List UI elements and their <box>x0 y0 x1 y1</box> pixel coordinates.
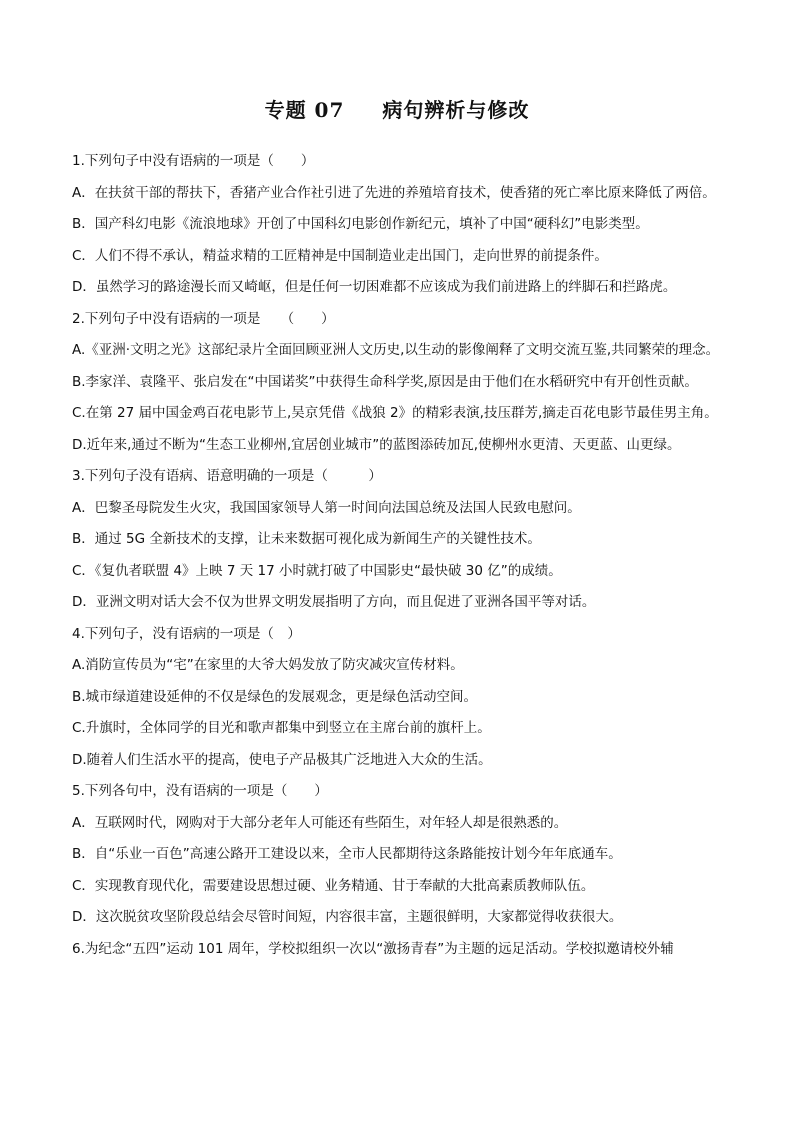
option-b: B．通过 5G 全新技术的支撑，让未来数据可视化成为新闻生产的关键性技术。 <box>72 531 541 547</box>
question-stem: 6.为纪念“五四”运动 101 周年，学校拟组织一次以“激扬青春”为主题的远足活动。学校拟邀请校外辅 <box>72 940 674 957</box>
option-c: C．实现教育现代化，需要建设思想过硬、业务精通、甘于奉献的大批高素质教师队伍。 <box>72 877 595 894</box>
question-stem: 5.下列各句中，没有语病的一项是（ ） <box>72 783 328 799</box>
option-b: B.李家洋、袁隆平、张启发在“中国诺奖”中获得生命科学奖,原因是由于他们在水稻研究中有开创性贡献。 <box>72 373 698 390</box>
option-a: A．在扶贫干部的帮扶下，香猪产业合作社引进了先进的养殖培育技术，使香猪的死亡率比原来降低了两倍。 <box>72 184 716 201</box>
question-stem: 4.下列句子，没有语病的一项是（ ） <box>72 625 301 642</box>
option-a: A.消防宣传员为“宅”在家里的大爷大妈发放了防灾减灾宣传材料。 <box>72 657 464 673</box>
option-d: D.随着人们生活水平的提高，使电子产品极其广泛地进入大众的生活。 <box>72 751 492 768</box>
title-topic-number: 专题 07 <box>264 98 345 122</box>
option-a: A.《亚洲·文明之光》这部纪录片全面回顾亚洲人文历史,以生动的影像阐释了文明交流互鉴,共同繁荣的理念。 <box>72 342 720 358</box>
option-d: D．亚洲文明对话大会不仅为世界文明发展指明了方向，而且促进了亚洲各国平等对话。 <box>72 594 596 610</box>
option-c: C．《复仇者联盟 4》上映 7 天 17 小时就打破了中国影史“最快破 30 亿”的成绩。 <box>72 562 562 579</box>
question-stem: 1.下列句子中没有语病的一项是（ ） <box>72 153 315 169</box>
option-b: B．自“乐业一百色”高速公路开工建设以来，全市人民都期待这条路能按计划今年年底通车。 <box>72 846 622 862</box>
option-d: D．这次脱贫攻坚阶段总结会尽管时间短，内容很丰富，主题很鲜明，大家都觉得收获很大。 <box>72 909 623 925</box>
question-list <box>72 146 722 965</box>
option-a: A．互联网时代，网购对于大部分老年人可能还有些陌生，对年轻人却是很熟悉的。 <box>72 814 568 831</box>
option-d: D．虽然学习的路途漫长而又崎岖，但是任何一切困难都不应该成为我们前进路上的绊脚石和拦路虎。 <box>72 279 677 295</box>
option-c: C．人们不得不承认，精益求精的工匠精神是中国制造业走出国门，走向世界的前提条件。 <box>72 247 608 264</box>
title-topic-name: 病句辨析与修改 <box>382 98 530 122</box>
question-stem: 3.下列句子没有语病、语意明确的一项是（ ） <box>72 468 382 484</box>
option-a: A．巴黎圣母院发生火灾，我国国家领导人第一时间向法国总统及法国人民致电慰问。 <box>72 499 581 516</box>
option-c: C.升旗时，全体同学的目光和歌声都集中到竖立在主席台前的旗杆上。 <box>72 720 491 736</box>
option-b: B.城市绿道建设延伸的不仅是绿色的发展观念，更是绿色活动空间。 <box>72 688 478 705</box>
option-b: B．国产科幻电影《流浪地球》开创了中国科幻电影创作新纪元，填补了中国“硬科幻”电影类型。 <box>72 216 649 232</box>
page-title <box>0 94 794 123</box>
question-stem: 2.下列句子中没有语病的一项是 （ ） <box>72 310 335 327</box>
option-c: C.在第 27 届中国金鸡百花电影节上,吴京凭借《战狼 2》的精彩表演,技压群芳,摘走百花电影节最佳男主角。 <box>72 405 718 421</box>
option-d: D.近年来,通过不断为“生态工业柳州,宜居创业城市”的蓝图添砖加瓦,使柳州水更清、天更蓝、山更绿。 <box>72 436 681 453</box>
